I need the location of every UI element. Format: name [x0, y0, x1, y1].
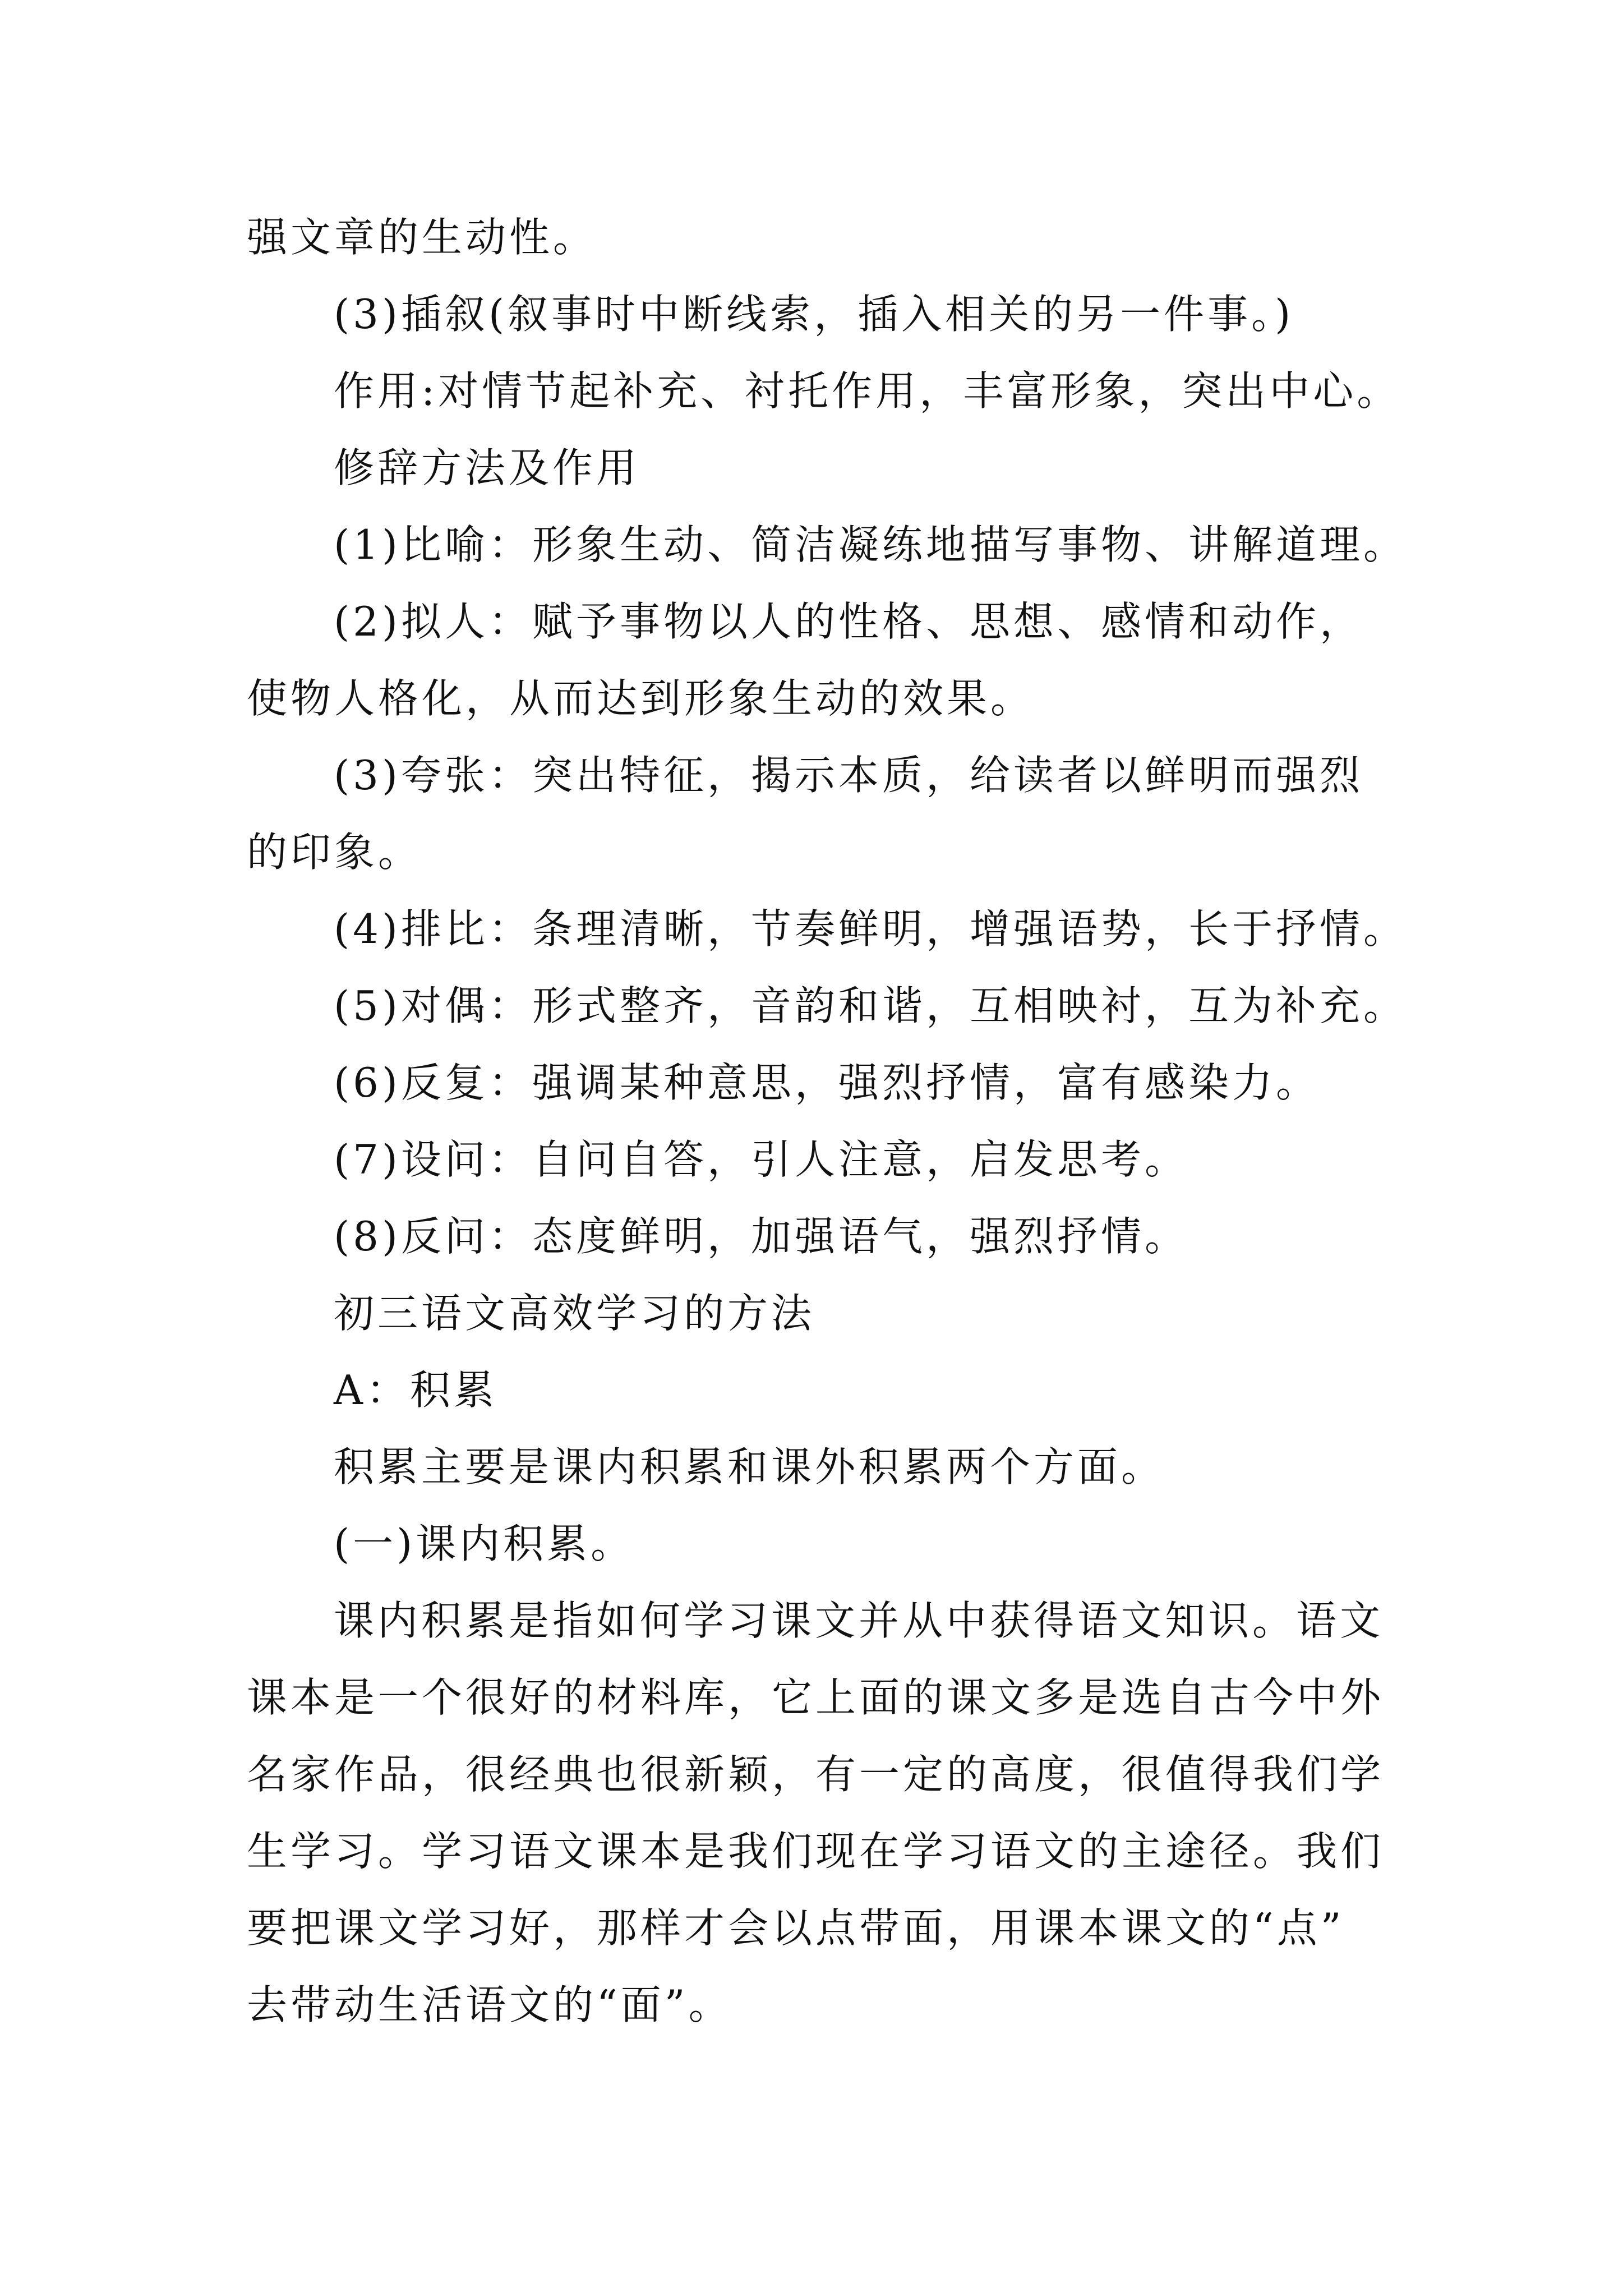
paragraph-line: 课本是一个很好的材料库，它上面的课文多是选自古今中外	[247, 1674, 1385, 1721]
list-item: (4)排比：条理清晰，节奏鲜明，增强语势，长于抒情。	[334, 905, 1407, 953]
list-item: (7)设问：自问自答，引人注意，启发思考。	[334, 1136, 1188, 1183]
paragraph-line: 要把课文学习好，那样才会以点带面，用课本课文的“点”	[247, 1904, 1345, 1952]
paragraph-line: (3)插叙(叙事时中断线索，插入相关的另一件事。)	[334, 291, 1294, 338]
paragraph-line: 课内积累是指如何学习课文并从中获得语文知识。语文	[334, 1597, 1384, 1644]
subsection-heading: (一)课内积累。	[334, 1520, 635, 1567]
list-item-continuation: 使物人格化，从而达到形象生动的效果。	[247, 675, 1035, 722]
list-item: (1)比喻：形象生动、简洁凝练地描写事物、讲解道理。	[334, 521, 1407, 568]
paragraph-line: 积累主要是课内积累和课外积累两个方面。	[334, 1443, 1165, 1490]
paragraph-line: 名家作品，很经典也很新颖，有一定的高度，很值得我们学	[247, 1751, 1385, 1798]
subsection-heading: A：积累	[334, 1366, 497, 1414]
paragraph-line: 去带动生活语文的“面”。	[247, 1981, 732, 2028]
section-heading: 修辞方法及作用	[334, 444, 640, 491]
paragraph-line: 作用:对情节起补充、衬托作用，丰富形象，突出中心。	[334, 367, 1401, 415]
list-item: (2)拟人：赋予事物以人的性格、思想、感情和动作，	[334, 598, 1363, 645]
list-item: (8)反问：态度鲜明，加强语气，强烈抒情。	[334, 1213, 1188, 1260]
list-item: (6)反复：强调某种意思，强烈抒情，富有感染力。	[334, 1059, 1320, 1106]
list-item: (3)夸张：突出特征，揭示本质，给读者以鲜明而强烈	[334, 752, 1363, 799]
document-body	[247, 199, 1430, 2044]
paragraph-line: 生学习。学习语文课本是我们现在学习语文的主途径。我们	[247, 1828, 1385, 1875]
list-item-continuation: 的印象。	[247, 829, 422, 876]
list-item: (5)对偶：形式整齐，音韵和谐，互相映衬，互为补充。	[334, 982, 1407, 1029]
paragraph-continuation: 强文章的生动性。	[247, 214, 597, 261]
section-heading: 初三语文高效学习的方法	[334, 1290, 815, 1337]
